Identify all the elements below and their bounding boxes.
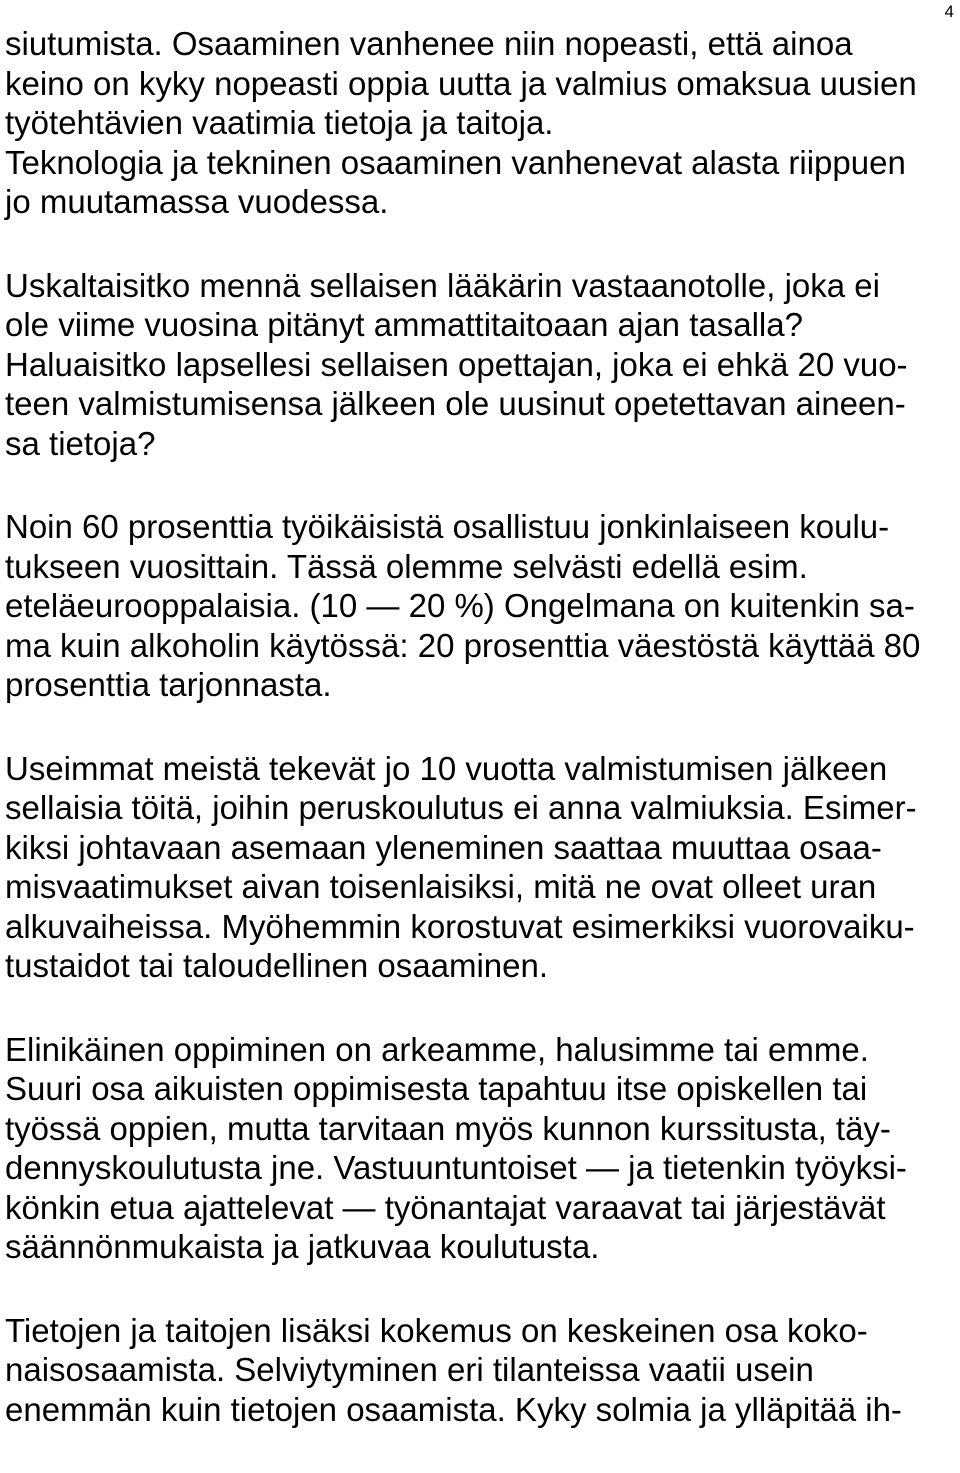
paragraph-1 (5, 24, 957, 222)
text-line: Haluaisitko lapsellesi sellaisen opettajan, joka ei ehkä 20 vuo- (5, 345, 908, 383)
paragraph-6 (5, 1311, 957, 1430)
text-line: alkuvaiheissa. Myöhemmin korostuvat esimerkiksi vuorovaiku- (5, 907, 915, 945)
document-body (5, 24, 957, 1473)
text-line: Elinikäinen oppiminen on arkeamme, halusimme tai emme. (5, 1030, 869, 1068)
text-line: Uskaltaisitko mennä sellaisen lääkärin vastaanotolle, joka ei (5, 266, 880, 304)
paragraph-2 (5, 266, 957, 464)
text-line: misvaatimukset aivan toisenlaisiksi, mitä ne ovat olleet uran (5, 868, 877, 905)
text-line: Useimmat meistä tekevät jo 10 vuotta valmistumisen jälkeen (5, 749, 888, 787)
text-line: siutumista. Osaaminen vanhenee niin nopeasti, että ainoa (5, 25, 853, 62)
text-line: tustaidot tai taloudellinen osaaminen. (5, 947, 549, 984)
paragraph-4 (5, 749, 957, 986)
text-line: keino on kyky nopeasti oppia uutta ja valmius omaksua uusien (5, 64, 917, 102)
text-line: könkin etua ajattelevat — työnantajat varaavat tai järjestävät (5, 1188, 886, 1226)
text-line: sa tietoja? (5, 424, 156, 462)
text-line: Suuri osa aikuisten oppimisesta tapahtuu itse opiskellen tai (5, 1070, 868, 1107)
text-line: säännönmukaista ja jatkuvaa koulutusta. (5, 1228, 600, 1265)
paragraph-5 (5, 1030, 957, 1267)
page-number: 4 (944, 2, 954, 21)
text-line: työtehtävien vaatimia tietoja ja taitoja. (5, 104, 554, 141)
text-line: Teknologia ja tekninen osaaminen vanhenevat alasta riippuen (5, 143, 906, 181)
text-line: ole viime vuosina pitänyt ammattitaitoaan ajan tasalla? (5, 306, 803, 343)
text-line: teen valmistumisensa jälkeen ole uusinut opetettavan aineen- (5, 385, 906, 422)
text-line: naisosaamista. Selviytyminen eri tilanteissa vaatii usein (5, 1351, 814, 1388)
text-line: dennyskoulutusta jne. Vastuuntuntoiset — ja tietenkin työyksi- (5, 1149, 907, 1186)
text-line: ma kuin alkoholin käytössä: 20 prosenttia väestöstä käyttää 80 (5, 626, 921, 664)
text-line: tukseen vuosittain. Tässä olemme selvästi edellä esim. (5, 547, 808, 585)
text-line: Tietojen ja taitojen lisäksi kokemus on keskeinen osa koko- (5, 1311, 868, 1349)
text-line: Noin 60 prosenttia työikäisistä osallistuu jonkinlaiseen koulu- (5, 508, 890, 545)
text-line: työssä oppien, mutta tarvitaan myös kunnon kurssitusta, täy- (5, 1109, 891, 1147)
paragraph-3 (5, 507, 957, 705)
text-line: kiksi johtavaan asemaan yleneminen saattaa muuttaa osaa- (5, 828, 882, 866)
text-line: eteläeurooppalaisia. (10 — 20 %) Ongelmana on kuitenkin sa- (5, 587, 915, 624)
text-line: sellaisia töitä, joihin peruskoulutus ei anna valmiuksia. Esimer- (5, 789, 917, 826)
text-line: enemmän kuin tietojen osaamista. Kyky solmia ja ylläpitää ih- (5, 1390, 902, 1428)
text-line: prosenttia tarjonnasta. (5, 666, 332, 703)
text-line: jo muutamassa vuodessa. (5, 183, 389, 220)
